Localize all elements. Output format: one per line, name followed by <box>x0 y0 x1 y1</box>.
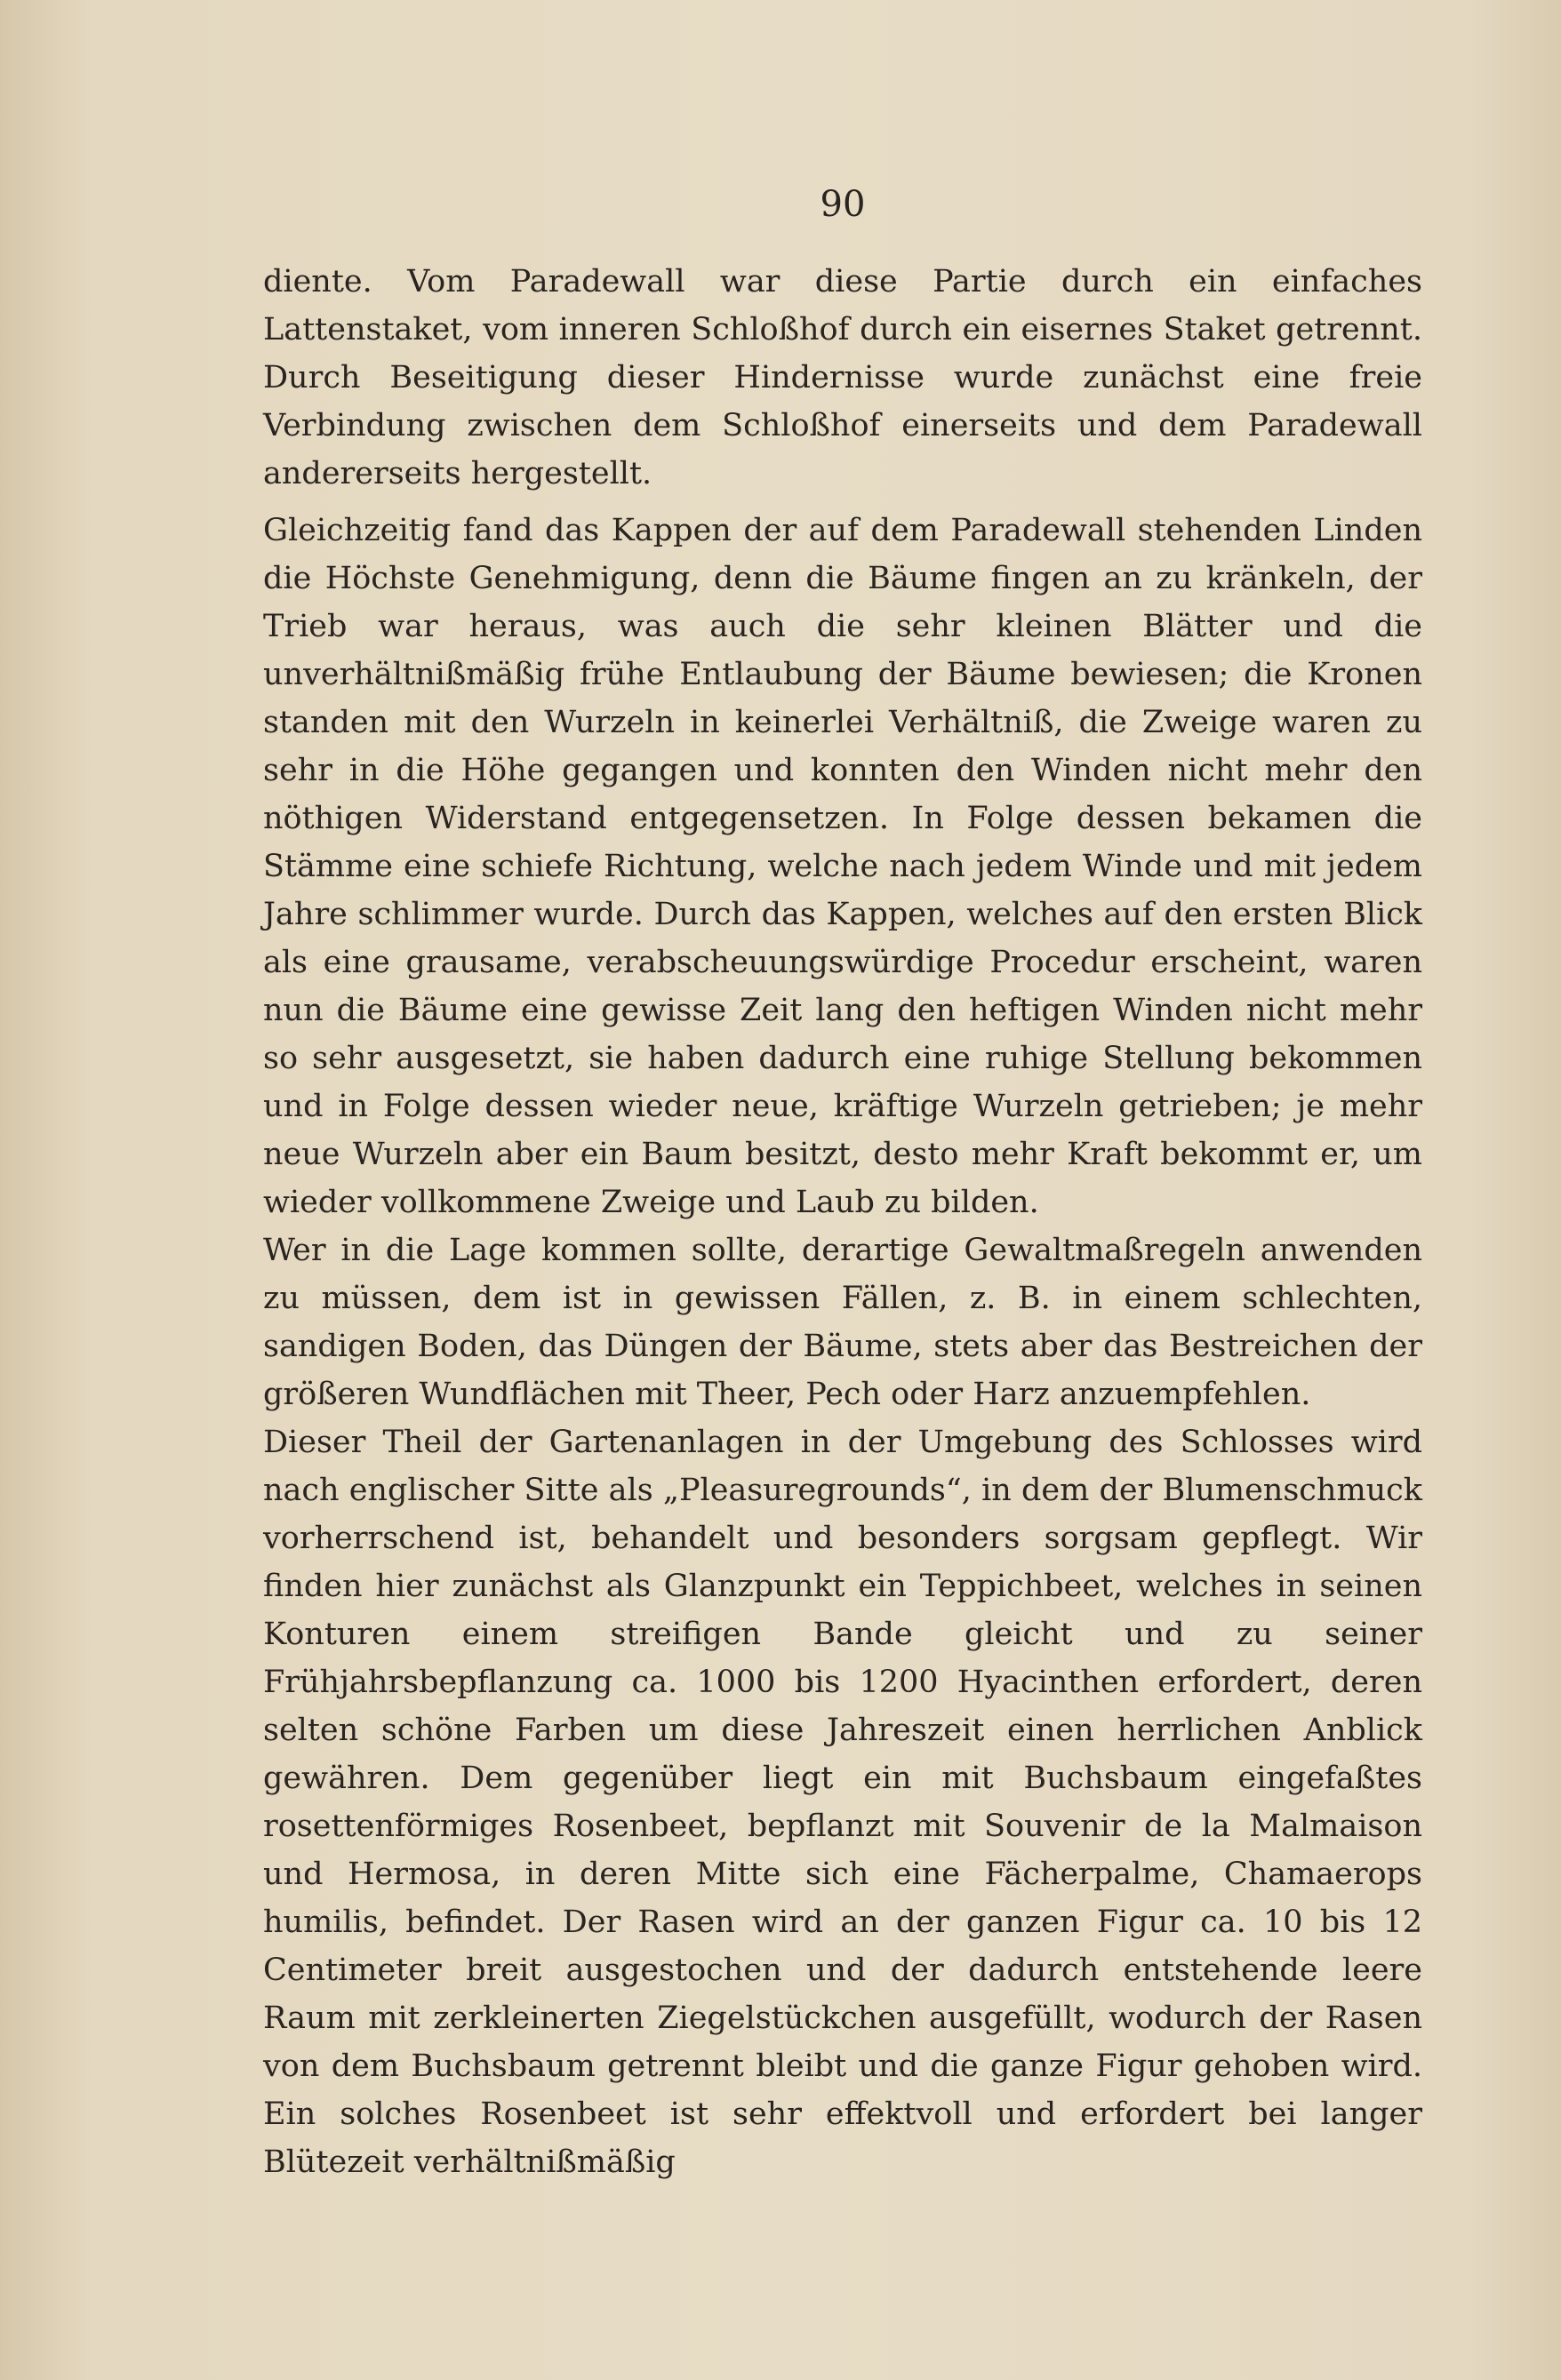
paragraph-4: Dieser Theil der Gartenanlagen in der Umgebung des Schlosses wird nach englischer Sitte als „Pleasuregrounds“, in dem der Blumenschmuck vorherrschend ist, behandelt und besonders sorgsam gepflegt. Wir finden hier zunächst als Glanzpunkt ein Teppichbeet, welches in seinen Konturen einem streifigen Bande gleicht und zu seiner Frühjahrsbepflanzung ca. 1000 bis 1200 Hyacinthen erfordert, deren selten schöne Farben um diese Jahreszeit einen herrlichen Anblick gewähren. Dem gegenüber liegt ein mit Buchsbaum eingefaßtes rosettenförmiges Rosenbeet, bepflanzt mit Souvenir de la Malmaison und Hermosa, in deren Mitte sich eine Fächerpalme, Chamaerops humilis, befindet. Der Rasen wird an der ganzen Figur ca. 10 bis 12 Centimeter breit ausgestochen und der dadurch entstehende leere Raum mit zerkleinerten Ziegelstückchen ausgefüllt, wodurch der Rasen von dem Buchsbaum getrennt bleibt und die ganze Figur gehoben wird. Ein solches Rosenbeet ist sehr effektvoll und erfordert bei langer Blütezeit verhältnißmäßig <box>263 1425 1422 2180</box>
paragraph-1: diente. Vom Paradewall war diese Partie durch ein einfaches Lattenstaket, vom inneren Schloßhof durch ein eisernes Staket getrennt. Durch Beseitigung dieser Hindernisse wurde zunächst eine freie Verbindung zwischen dem Schloßhof einerseits und dem Paradewall andererseits hergestellt. <box>263 264 1422 491</box>
paragraph-3: Wer in die Lage kommen sollte, derartige Gewaltmaßregeln anwenden zu müssen, dem ist in gewissen Fällen, z. B. in einem schlechten, sandigen Boden, das Düngen der Bäume, stets aber das Bestreichen der größeren Wundflächen mit Theer, Pech oder Harz anzuempfehlen. <box>263 1233 1422 1412</box>
paragraph-2: Gleichzeitig fand das Kappen der auf dem Paradewall stehenden Linden die Höchste Genehmigung, denn die Bäume fingen an zu kränkeln, der Trieb war heraus, was auch die sehr kleinen Blätter und die unverhältnißmäßig frühe Entlaubung der Bäume bewiesen; die Kronen standen mit den Wurzeln in keinerlei Verhältniß, die Zweige waren zu sehr in die Höhe gegangen und konnten den Winden nicht mehr den nöthigen Widerstand entgegensetzen. In Folge dessen bekamen die Stämme eine schiefe Richtung, welche nach jedem Winde und mit jedem Jahre schlimmer wurde. Durch das Kappen, welches auf den ersten Blick als eine grausame, verabscheuungswürdige Procedur erscheint, waren nun die Bäume eine gewisse Zeit lang den heftigen Winden nicht mehr so sehr ausgesetzt, sie haben dadurch eine ruhige Stellung bekommen und in Folge dessen wieder neue, kräftige Wurzeln getrieben; je mehr neue Wurzeln aber ein Baum besitzt, desto mehr Kraft bekommt er, um wieder vollkommene Zweige und Laub zu bilden. <box>263 513 1422 1220</box>
page-number: 90 <box>820 184 866 225</box>
